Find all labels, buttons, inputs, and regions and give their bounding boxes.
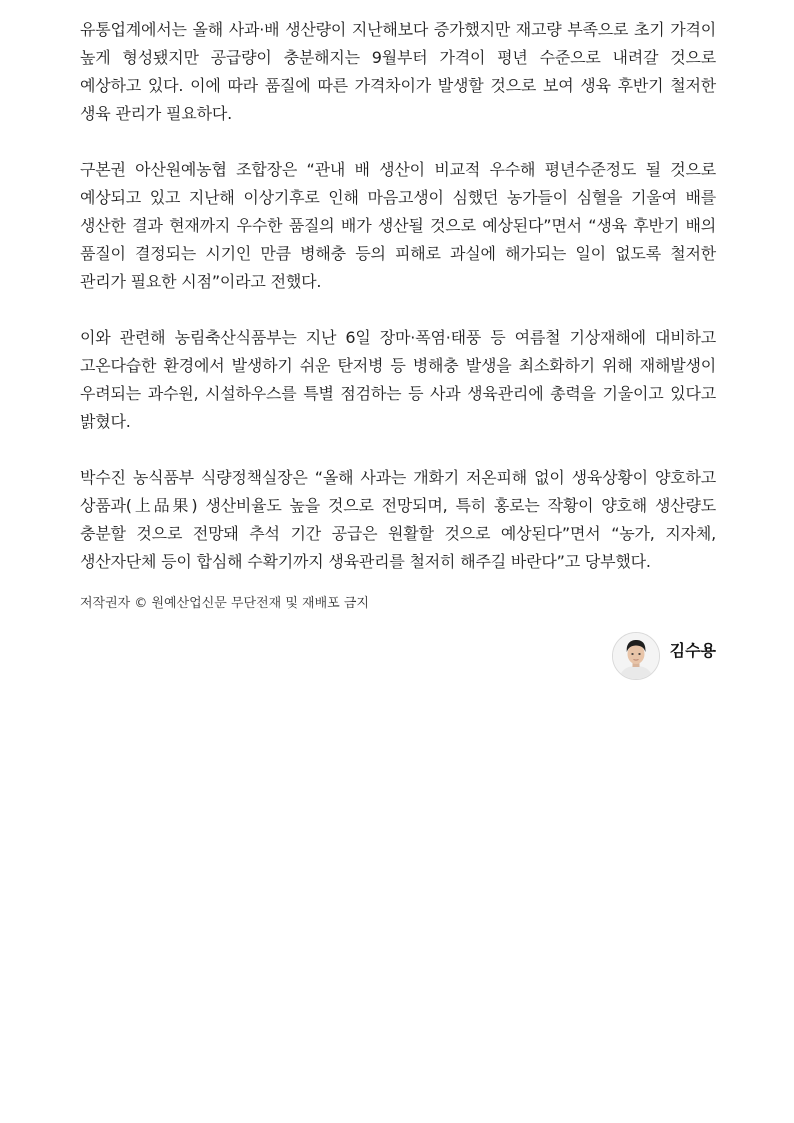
article-paragraph-3: 이와 관련해 농림축산식품부는 지난 6일 장마·폭염·태풍 등 여름철 기상재해에 대비하고 고온다습한 환경에서 발생하기 쉬운 탄저병 등 병해충 발생을 최소화하기 위해 재해발생이 우려되는 과수원, 시설하우스를 특별 점검하는 등 사과 생육관리에 총력을 기울이고 있다고 밝혔다. xyxy=(80,328,716,431)
reporter-name[interactable]: 김수용 xyxy=(669,641,716,660)
copyright-notice: 저작권자 © 원예산업신문 무단전재 및 재배포 금지 xyxy=(80,596,369,611)
reporter-photo xyxy=(613,633,659,679)
reporter-avatar[interactable] xyxy=(612,632,660,680)
reporter-byline[interactable] xyxy=(612,632,716,680)
article-body xyxy=(80,16,716,614)
article-paragraph-2: 구본권 아산원예농협 조합장은 “관내 배 생산이 비교적 우수해 평년수준정도 될 것으로 예상되고 있고 지난해 이상기후로 인해 마음고생이 심했던 농가들이 심혈을 기울여 배를 생산한 결과 현재까지 우수한 품질의 배가 생산될 것으로 예상된다”면서 “생육 후반기 배의 품질이 결정되는 시기인 만큼 병해충 등의 피해로 과실에 해가되는 일이 없도록 철저한 관리가 필요한 시점”이라고 전했다. xyxy=(80,160,716,291)
article-paragraph-1: 유통업계에서는 올해 사과·배 생산량이 지난해보다 증가했지만 재고량 부족으로 초기 가격이 높게 형성됐지만 공급량이 충분해지는 9월부터 가격이 평년 수준으로 내려갈 것으로 예상하고 있다. 이에 따라 품질에 따른 가격차이가 발생할 것으로 보여 생육 후반기 철저한 생육 관리가 필요하다. xyxy=(80,20,716,123)
article-paragraph-4: 박수진 농식품부 식량정책실장은 “올해 사과는 개화기 저온피해 없이 생육상황이 양호하고 상품과(上品果) 생산비율도 높을 것으로 전망되며, 특히 홍로는 작황이 양호해 생산량도 충분할 것으로 전망돼 추석 기간 공급은 원활할 것으로 예상된다”면서 “농가, 지자체, 생산자단체 등이 합심해 수확기까지 생육관리를 철저히 해주길 바란다”고 당부했다. xyxy=(80,468,716,571)
